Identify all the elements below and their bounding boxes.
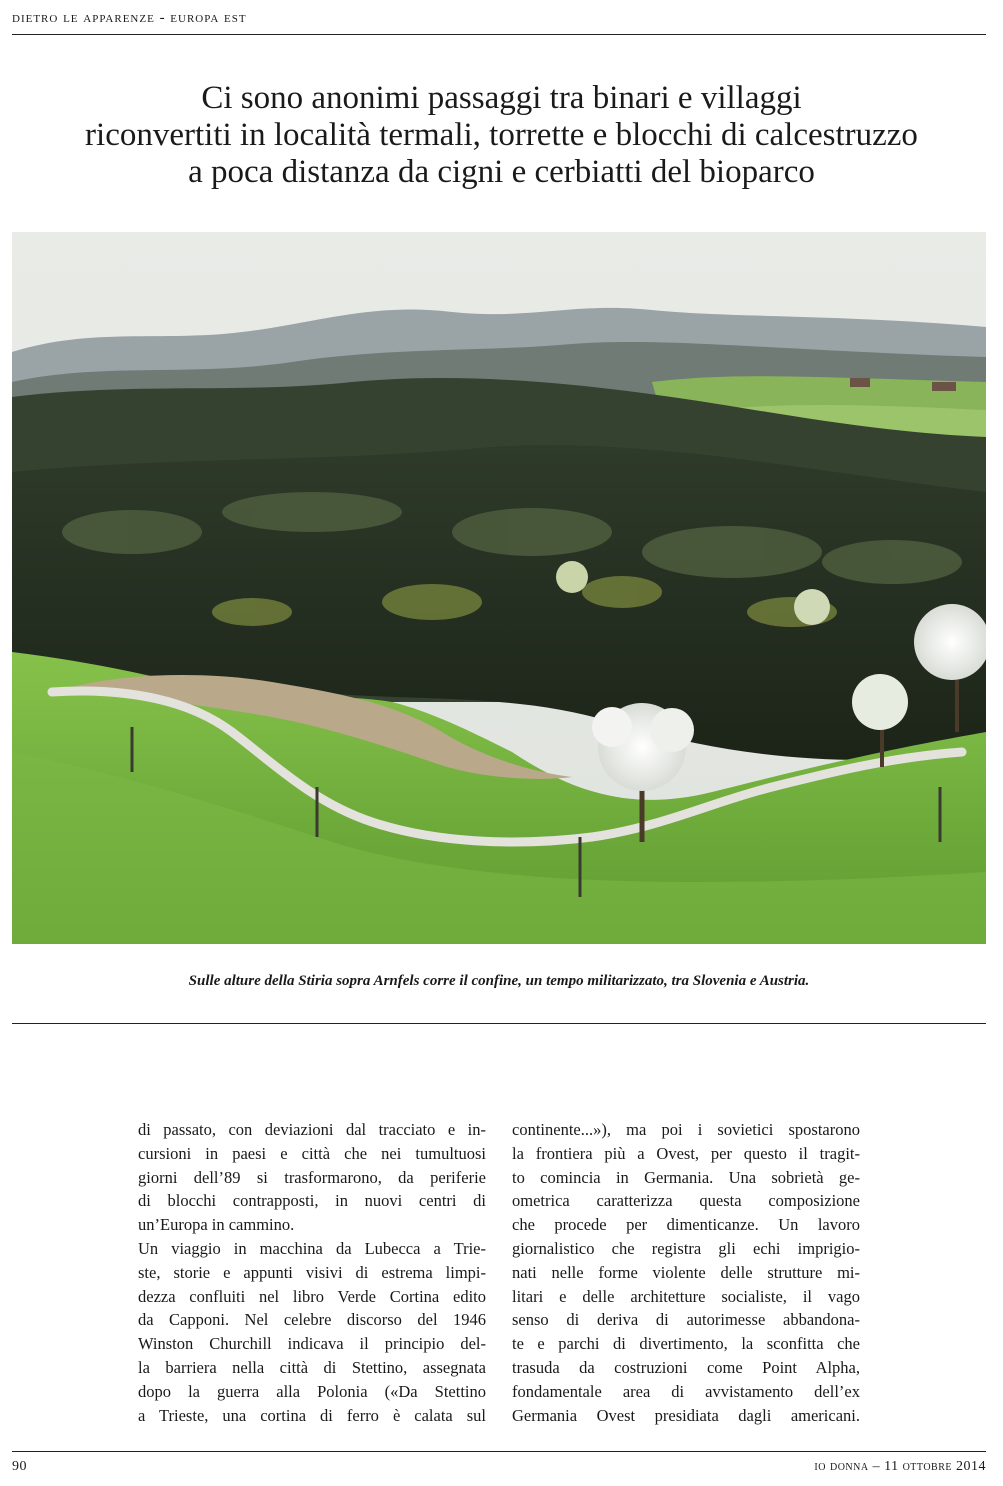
body-line: cursioni in paesi e città che nei tumultuosi	[138, 1143, 486, 1163]
body-line: di blocchi contrapposti, in nuovi centri di	[138, 1191, 486, 1211]
body-line: senso di deriva di autorimesse abbandona-	[512, 1310, 860, 1330]
issue-date: io donna – 11 ottobre 2014	[814, 1459, 986, 1474]
landscape-photo	[12, 232, 986, 944]
body-line: nati nelle forme violente delle strutture mi-	[512, 1262, 860, 1282]
body-line: to comincia in Germania. Una sobrietà ge-	[512, 1167, 860, 1187]
body-line: te e parchi di divertimento, la sconfitta che	[512, 1334, 860, 1354]
body-line-with-book-title: dezza confluiti nel libro Verde Cortina edito	[138, 1286, 486, 1306]
footer-rule	[12, 1451, 986, 1452]
body-line: giornalistico che registra gli echi imprigio-	[512, 1238, 860, 1258]
photo-caption: Sulle alture della Stiria sopra Arnfels corre il confine, un tempo militarizzato, tra Slovenia e Austria.	[188, 973, 810, 989]
body-line: ometrica caratterizza questa composizione	[512, 1191, 860, 1211]
body-line: litari e delle architetture socialiste, il vago	[512, 1286, 860, 1306]
body-line: di passato, con deviazioni dal tracciato e in-	[138, 1120, 486, 1139]
body-line: continente...»), ma poi i sovietici spostarono	[512, 1120, 860, 1139]
body-column-left	[138, 1118, 486, 1427]
body-column-right	[512, 1118, 860, 1427]
page-number: 90	[12, 1459, 27, 1474]
body-line: fondamentale area di avvistamento dell’ex	[512, 1381, 860, 1401]
body-line: ste, storie e appunti visivi di estrema limpi-	[138, 1262, 486, 1282]
headline-line-1: Ci sono anonimi passaggi tra binari e villaggi	[201, 80, 802, 116]
headline-line-2: riconvertiti in località termali, torrette e blocchi di calcestruzzo	[85, 117, 918, 153]
body-line: Winston Churchill indicava il principio del-	[138, 1334, 486, 1354]
body-line: che procede per dimenticanze. Un lavoro	[512, 1215, 860, 1235]
body-line: dopo la guerra alla Polonia («Da Stettino	[138, 1381, 486, 1401]
body-line: da Capponi. Nel celebre discorso del 1946	[138, 1310, 486, 1330]
headline-line-3: a poca distanza da cigni e cerbiatti del bioparco	[188, 154, 815, 190]
body-line: a Trieste, una cortina di ferro è calata sul	[138, 1405, 486, 1425]
body-line: trasuda da costruzioni come Point Alpha,	[512, 1357, 860, 1377]
body-line: Germania Ovest presidiata dagli americani.	[512, 1405, 860, 1425]
body-line: giorni dell’89 si trasformarono, da periferie	[138, 1167, 486, 1187]
running-head: dietro le apparenze - europa est	[12, 10, 247, 26]
headline	[20, 80, 983, 191]
body-line: la frontiera più a Ovest, per questo il tragit-	[512, 1143, 860, 1163]
body-line: un’Europa in cammino.	[138, 1215, 295, 1235]
body-line: la barriera nella città di Stettino, assegnata	[138, 1357, 486, 1377]
top-rule	[12, 34, 986, 35]
caption-rule	[12, 1023, 986, 1024]
body-line: Un viaggio in macchina da Lubecca a Trie-	[138, 1238, 486, 1258]
